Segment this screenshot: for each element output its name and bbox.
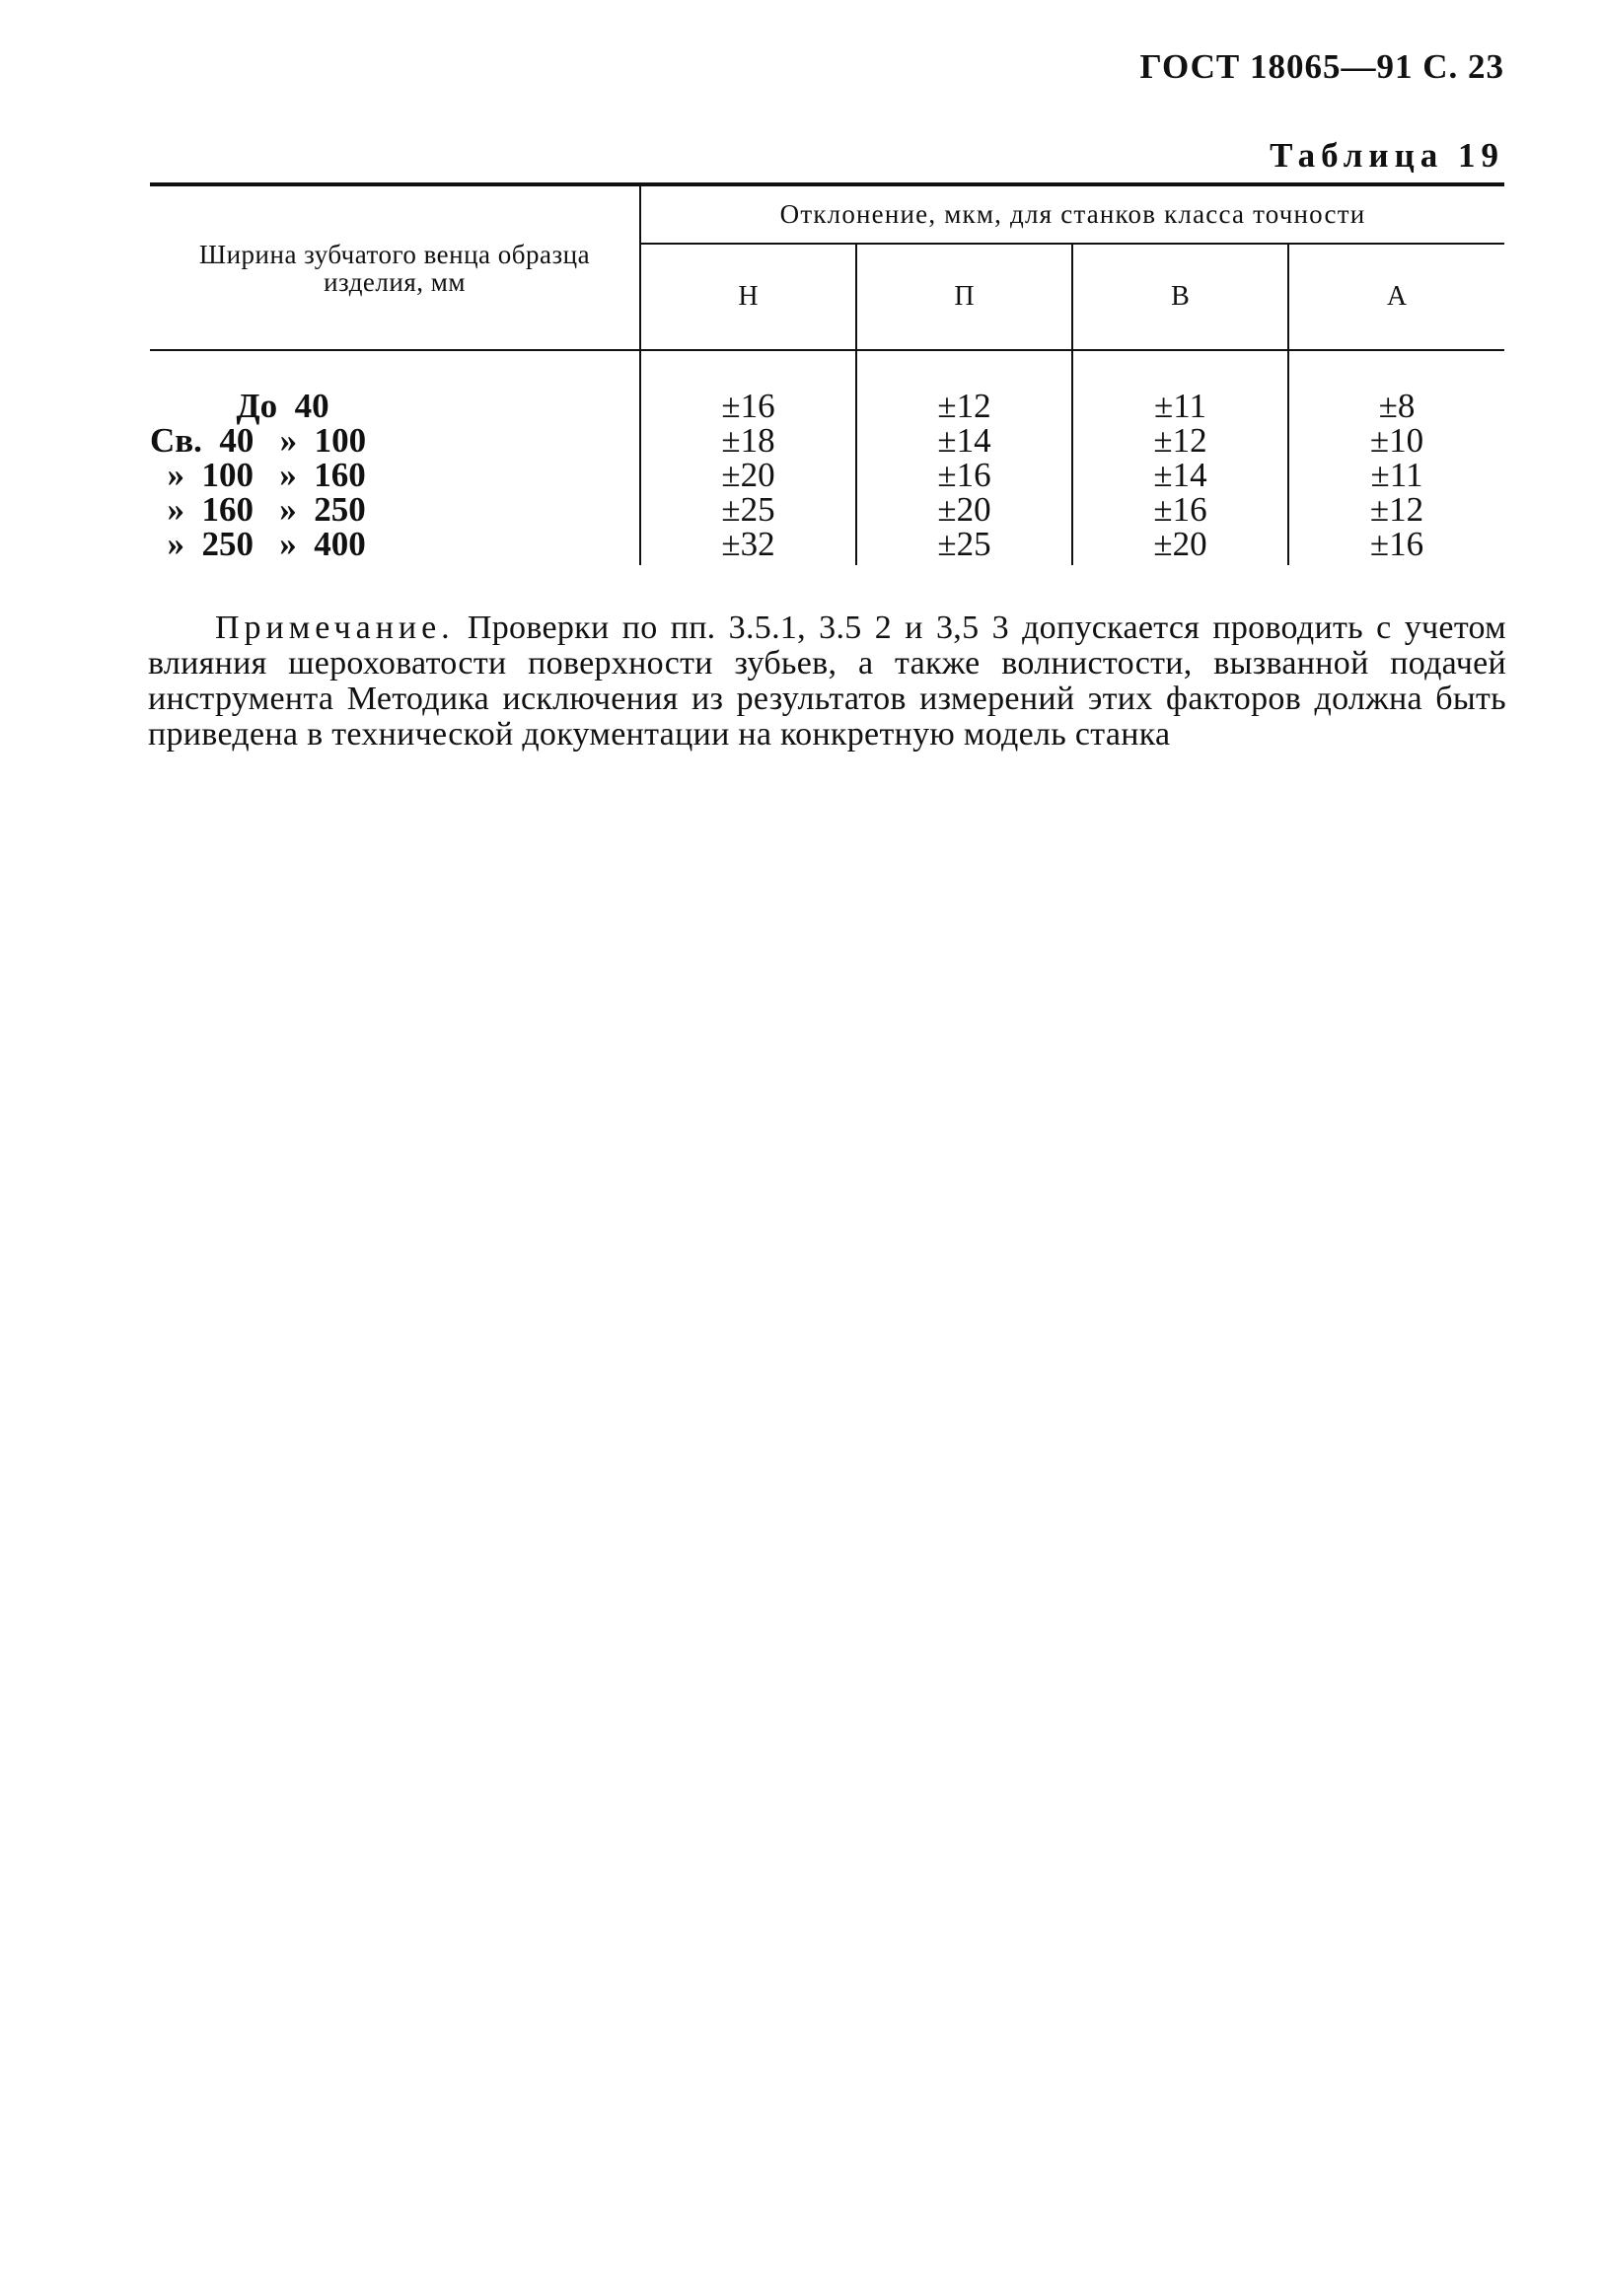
value-cell: ±12: [856, 350, 1072, 423]
value-cell: ±20: [640, 458, 856, 492]
value-cell: ±14: [1072, 458, 1288, 492]
width-range-cell: До 40: [150, 350, 640, 423]
tolerance-table: [150, 182, 1504, 565]
table-row: [150, 350, 1504, 423]
value-cell: ±11: [1072, 350, 1288, 423]
value-cell: ±16: [640, 350, 856, 423]
width-range-cell: » 250 » 400: [150, 527, 640, 565]
width-column-header: Ширина зубчатого венца образца изделия, мм: [150, 184, 640, 350]
class-header-n: Н: [640, 244, 856, 350]
class-header-v: В: [1072, 244, 1288, 350]
value-cell: ±18: [640, 423, 856, 458]
note-text: Проверки по пп. 3.5.1, 3.5 2 и 3,5 3 допускается проводить с учетом влияния шероховатости поверхности зубьев, а также волнистости, вызванной подачей инструмента Методика исключения из результатов измерений этих факторов должна быть приведена в технической документации на конкретную модель станка: [148, 610, 1506, 753]
value-cell: ±8: [1378, 387, 1416, 425]
table-row: [150, 458, 1504, 492]
class-header-p: П: [856, 244, 1072, 350]
value-cell: ±12: [1369, 490, 1424, 529]
width-range-cell: » 100 » 160: [150, 458, 640, 492]
value-cell: ±25: [856, 527, 1072, 565]
value-cell: ±12: [1072, 423, 1288, 458]
value-cell: ±10: [1369, 421, 1424, 460]
page-header: ГОСТ 18065—91 С. 23: [1139, 47, 1504, 86]
table-row: [150, 527, 1504, 565]
value-cell: ±14: [856, 423, 1072, 458]
value-cell: ±16: [856, 458, 1072, 492]
table-caption: Таблица 19: [1270, 136, 1504, 175]
table-note: [148, 610, 1506, 753]
class-header-a: А: [1288, 244, 1504, 350]
value-cell: ±11: [1370, 456, 1423, 494]
deviation-column-header: Отклонение, мкм, для станков класса точности: [640, 184, 1504, 244]
value-cell: ±32: [640, 527, 856, 565]
table-row: [150, 492, 1504, 527]
value-cell: ±16: [1072, 492, 1288, 527]
width-range-cell: Св. 40 » 100: [150, 423, 640, 458]
value-cell: ±16: [1369, 525, 1424, 563]
table-row: [150, 423, 1504, 458]
value-cell: ±25: [640, 492, 856, 527]
value-cell: ±20: [1072, 527, 1288, 565]
note-label: Примечание.: [215, 610, 455, 646]
width-range-cell: » 160 » 250: [150, 492, 640, 527]
value-cell: ±20: [856, 492, 1072, 527]
